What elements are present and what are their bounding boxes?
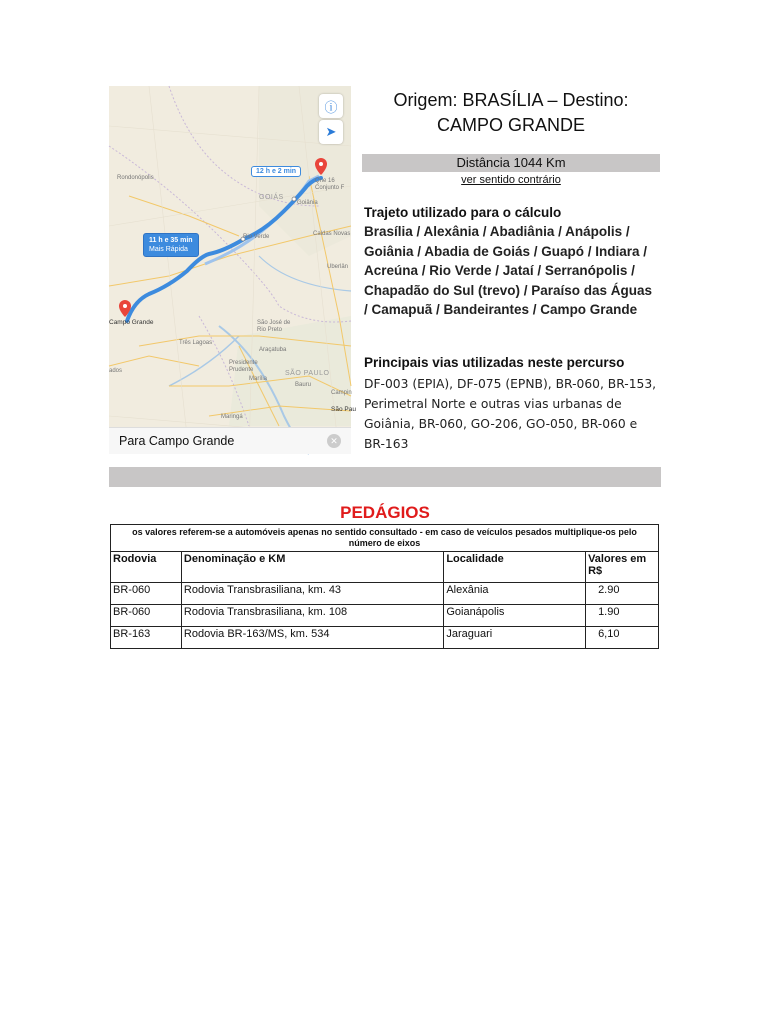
distance-bar <box>362 154 660 172</box>
location-arrow-icon: ➤ <box>325 124 337 139</box>
separator-band <box>109 467 661 487</box>
route-time-alt-badge[interactable] <box>251 166 301 177</box>
map-label-rio-verde: Rio Verde <box>243 234 270 240</box>
table-row <box>111 627 659 649</box>
cell-localidade: Goianápolis <box>444 605 586 627</box>
cell-rodovia: BR-060 <box>111 605 182 627</box>
reverse-direction-link[interactable]: ver sentido contrário <box>461 174 561 186</box>
cell-denominacao: Rodovia BR-163/MS, km. 534 <box>181 627 443 649</box>
col-header-localidade: Localidade <box>444 552 586 583</box>
map-label-goias: GOIÁS <box>259 194 284 201</box>
map-label-rondonopolis: Rondonópolis <box>117 175 154 181</box>
map-canvas <box>109 86 351 454</box>
col-header-denominacao: Denominação e KM <box>181 552 443 583</box>
map-label-caldas-novas: Caldas Novas <box>313 231 351 237</box>
map-label-campinas: Campin <box>331 390 352 396</box>
map-destination-title: Para Campo Grande <box>119 434 235 448</box>
map-label-dourados: ados <box>109 368 123 374</box>
route-time-main: 11 h e 35 min <box>149 237 193 244</box>
title-line-2: CAMPO GRANDE <box>436 115 586 135</box>
cell-localidade: Alexânia <box>444 583 586 605</box>
map-label-sao-jose: São José de Rio Preto <box>257 320 291 333</box>
table-header-row <box>111 552 659 583</box>
table-row <box>111 605 659 627</box>
route-time-alt: 12 h e 2 min <box>256 168 297 175</box>
cell-valor: 2.90 <box>586 583 659 605</box>
locate-button[interactable] <box>319 120 343 144</box>
cell-valor: 1.90 <box>586 605 659 627</box>
route-main-sub: Mais Rápida <box>149 246 188 253</box>
cell-rodovia: BR-163 <box>111 627 182 649</box>
vias-text: DF-003 (EPIA), DF-075 (EPNB), BR-060, BR-153, Perimetral Norte e outras vias urbanas de Goiânia, BR-060, GO-206, GO-050, BR-060 e BR-163 <box>364 377 657 451</box>
close-icon[interactable]: ✕ <box>327 434 341 448</box>
vias-heading: Principais vias utilizadas neste percurso <box>364 355 625 370</box>
cell-denominacao: Rodovia Transbrasiliana, km. 43 <box>181 583 443 605</box>
trajeto-text: Brasília / Alexânia / Abadiânia / Anápolis / Goiânia / Abadia de Goiás / Guapó / Indiara / Acreúna / Rio Verde / Jataí / Serranópolis / Chapadão do Sul (trevo) / Paraíso das Águas / Camapuã / Bandeirantes / Campo Grande <box>364 224 653 317</box>
cell-localidade: Jaraguari <box>444 627 586 649</box>
map-label-tres-lagoas: Três Lagoas <box>179 340 213 346</box>
table-row <box>111 583 659 605</box>
cell-valor: 6,10 <box>586 627 659 649</box>
map-label-presidente-prudente: Presidente Prudente <box>229 360 258 373</box>
col-header-rodovia: Rodovia <box>111 552 182 583</box>
route-map[interactable] <box>109 86 356 454</box>
cell-denominacao: Rodovia Transbrasiliana, km. 108 <box>181 605 443 627</box>
tolls-table <box>110 524 659 649</box>
map-label-maringa: Maringá <box>221 414 243 420</box>
info-button[interactable] <box>319 94 343 118</box>
info-icon: ⓘ <box>324 99 338 115</box>
map-label-sao-paulo: SÃO PAULO <box>285 370 330 377</box>
tolls-note: os valores referem-se a automóveis apenas no sentido consultado - em caso de veículos pesados multiplique-os pelo número de eixos <box>111 525 659 552</box>
map-label-sao-paulo-city: São Pau <box>331 406 356 413</box>
map-label-conjunto: Qne 16 Conjunto F <box>315 178 345 191</box>
route-time-main-badge[interactable] <box>143 233 199 257</box>
title-line-1: Origem: BRASÍLIA – Destino: <box>393 90 629 110</box>
map-label-goiania: Goiânia <box>297 200 318 206</box>
map-bottom-bar <box>109 427 351 454</box>
distance-label: Distância 1044 Km <box>456 155 566 170</box>
tolls-title: PEDÁGIOS <box>340 503 430 522</box>
page-title <box>362 88 660 138</box>
cell-rodovia: BR-060 <box>111 583 182 605</box>
map-label-bauru: Bauru <box>295 382 312 388</box>
map-label-aracatuba: Araçatuba <box>259 347 287 353</box>
map-label-uberlandia: Uberlân <box>327 264 349 270</box>
trajeto-heading: Trajeto utilizado para o cálculo <box>364 205 562 220</box>
col-header-valores: Valores em R$ <box>586 552 659 583</box>
map-label-marilia: Marília <box>249 376 268 382</box>
map-label-campo-grande: Campo Grande <box>109 319 154 326</box>
